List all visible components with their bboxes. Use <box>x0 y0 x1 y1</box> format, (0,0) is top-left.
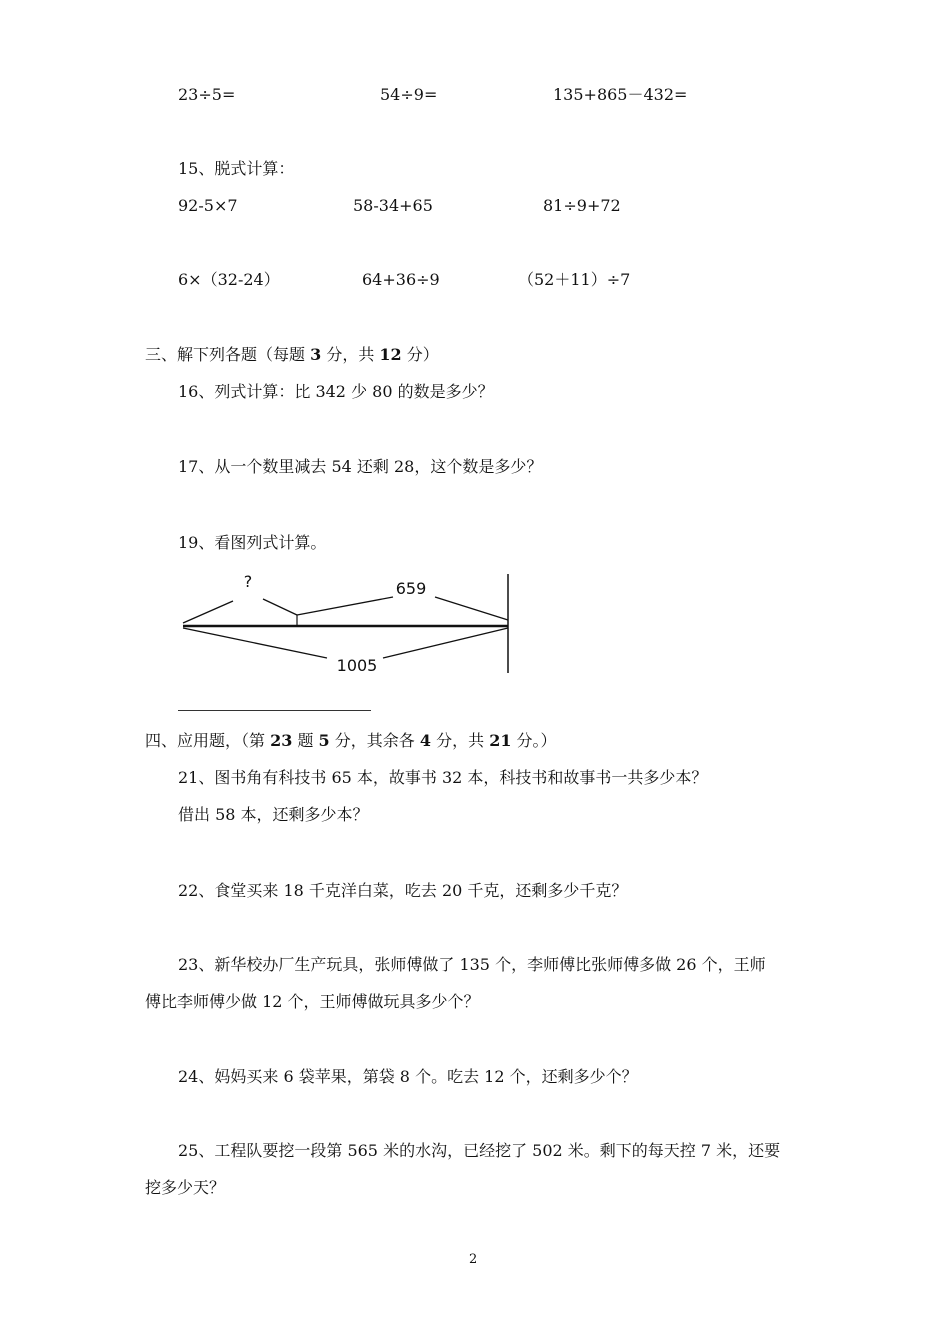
calc-2: 54÷9= <box>380 85 438 104</box>
q15-expr-5: 64+36÷9 <box>362 270 440 289</box>
q19-text: 19、看图列式计算。 <box>178 533 327 552</box>
q15-title: 15、脱式计算： <box>178 159 295 178</box>
q21-line2: 借出 58 本，还剩多少本？ <box>178 805 369 824</box>
calc-3: 135+865－432= <box>553 85 688 104</box>
q23-line2: 傅比李师傅少做 12 个，王师傅做玩具多少个？ <box>145 992 480 1011</box>
answer-line <box>178 710 371 711</box>
q24-text: 24、妈妈买来 6 袋苹果，第袋 8 个。吃去 12 个，还剩多少个？ <box>178 1067 638 1086</box>
part-brace-right <box>435 597 508 620</box>
segment-diagram <box>175 570 515 680</box>
section3-heading: 三、解下列各题（每题 3 分，共 12 分） <box>145 345 439 364</box>
q25-line2: 挖多少天？ <box>145 1178 226 1197</box>
q17-text: 17、从一个数里减去 54 还剩 28，这个数是多少？ <box>178 457 543 476</box>
total-label: 1005 <box>336 656 378 675</box>
q23-line1: 23、新华校办厂生产玩具，张师傅做了 135 个，李师傅比张师傅多做 26 个，王师 <box>178 955 766 974</box>
q15-expr-3: 81÷9+72 <box>543 196 621 215</box>
part-brace-left <box>297 597 393 615</box>
q25-line1: 25、工程队要挖一段第 565 米的水沟，已经挖了 502 米。剩下的每天控 7 米，还要 <box>178 1141 781 1160</box>
section4-heading: 四、应用题，（第 23 题 5 分，其余各 4 分，共 21 分。） <box>145 731 557 750</box>
q21-line1: 21、图书角有科技书 65 本，故事书 32 本，科技书和故事书一共多少本？ <box>178 768 708 787</box>
page-number: 2 <box>469 1252 478 1267</box>
total-brace-right <box>383 628 508 658</box>
q15-expr-1: 92-5×7 <box>178 196 238 215</box>
calc-1: 23÷5= <box>178 85 236 104</box>
unknown-label: ? <box>243 572 253 591</box>
q15-expr-6: （52＋11）÷7 <box>518 270 631 289</box>
q22-text: 22、食堂买来 18 千克洋白菜，吃去 20 千克，还剩多少千克？ <box>178 881 628 900</box>
unknown-brace-right <box>263 599 297 615</box>
q15-expr-2: 58-34+65 <box>353 196 433 215</box>
q16-text: 16、列式计算：比 342 少 80 的数是多少？ <box>178 382 494 401</box>
q15-expr-4: 6×（32-24） <box>178 270 280 289</box>
unknown-brace-left <box>183 601 233 623</box>
part-label: 659 <box>395 579 427 598</box>
total-brace-left <box>183 628 327 658</box>
